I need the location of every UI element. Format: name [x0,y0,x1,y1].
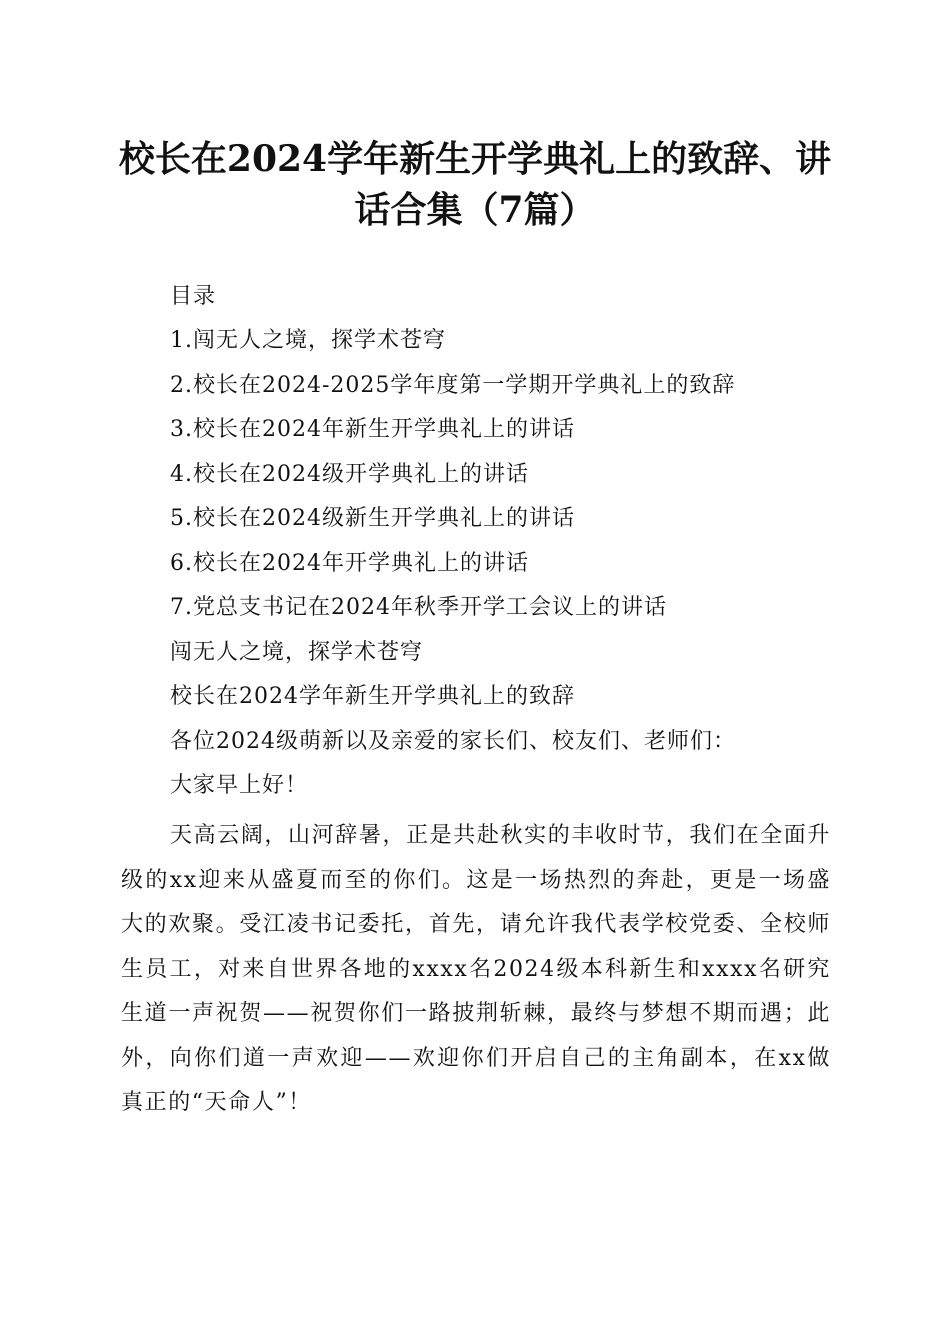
section-subtitle: 校长在2024学年新生开学典礼上的致辞 [170,684,575,709]
section-title: 闯无人之境，探学术苍穹 [170,640,424,665]
toc-heading: 目录 [170,284,217,309]
salutation: 各位2024级萌新以及亲爱的家长们、校友们、老师们： [170,729,736,754]
document-title: 校长在2024学年新生开学典礼上的致辞、讲话合集（7篇） [118,138,832,231]
toc-item-1: 1.闯无人之境，探学术苍穹 [170,328,446,353]
greeting: 大家早上好！ [170,773,309,798]
toc-item-2: 2.校长在2024-2025学年度第一学期开学典礼上的致辞 [170,373,736,398]
toc-item-7: 7.党总支书记在2024年秋季开学工会议上的讲话 [170,595,667,620]
body-paragraph: 天高云阔，山河辞暑，正是共赴秋实的丰收时节，我们在全面升级的xx迎来从盛夏而至的你们。这是一场热烈的奔赴，更是一场盛大的欢聚。受江凌书记委托，首先，请允许我代表学校党委、全校师生员工，对来自世界各地的xxxx名2024级本科新生和xxxx名研究生道一声祝贺——祝贺你们一路披荆斩棘，最终与梦想不期而遇；此外，向你们道一声欢迎——欢迎你们开启自己的主角副本，在xx做真正的“天命人”！ [121,823,831,1115]
toc-item-6: 6.校长在2024年开学典礼上的讲话 [170,551,529,576]
toc-item-5: 5.校长在2024级新生开学典礼上的讲话 [170,506,575,531]
toc-item-4: 4.校长在2024级开学典礼上的讲话 [170,462,529,487]
toc-item-3: 3.校长在2024年新生开学典礼上的讲话 [170,417,575,442]
